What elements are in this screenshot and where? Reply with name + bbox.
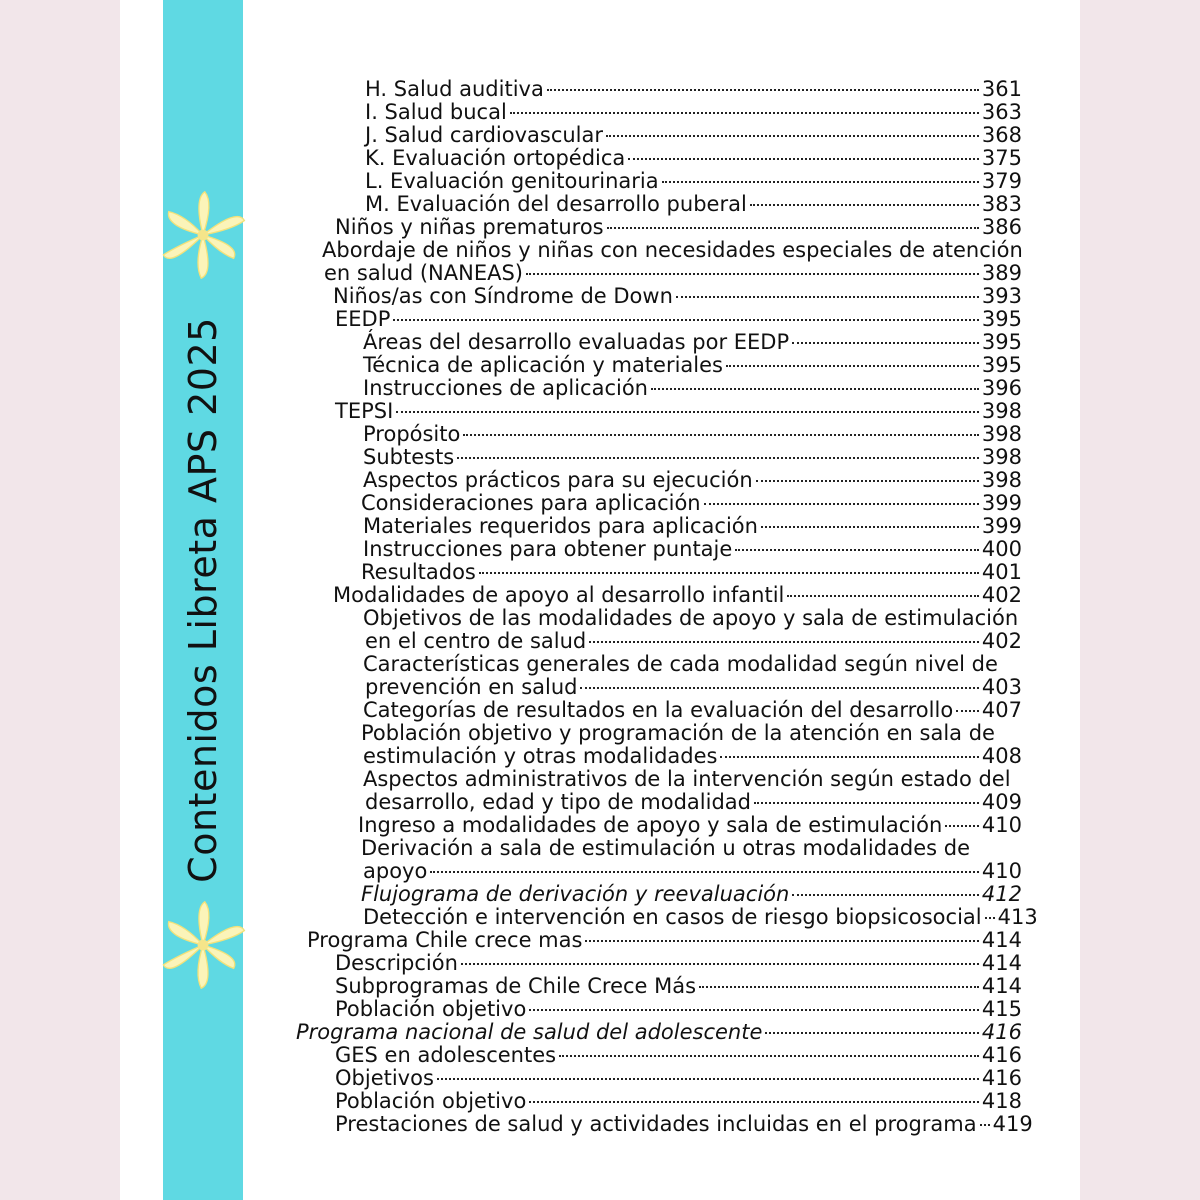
toc-entry-label: apoyo <box>363 859 428 883</box>
toc-entry[interactable] <box>361 561 1022 584</box>
dot-leader <box>704 503 979 505</box>
toc-entry[interactable] <box>365 101 1022 124</box>
dot-leader <box>956 710 979 712</box>
toc-entry-page-number: 361 <box>981 77 1022 101</box>
toc-entry-label: Población objetivo <box>335 1089 527 1113</box>
toc-entry-label: Prestaciones de salud y actividades incluidas en el programa <box>335 1112 977 1136</box>
dot-leader <box>628 158 979 160</box>
dot-leader <box>735 549 979 551</box>
toc-entry-label: K. Evaluación ortopédica <box>365 146 626 170</box>
toc-entry-label: Consideraciones para aplicación <box>361 491 701 515</box>
toc-entry-label-line1: Objetivos de las modalidades de apoyo y sala de estimulación <box>363 606 1019 630</box>
dot-leader <box>461 963 979 965</box>
toc-entry-page-number: 415 <box>981 997 1022 1021</box>
toc-entry-label-line1: Abordaje de niños y niñas con necesidades especiales de atención <box>322 238 1023 262</box>
dot-leader <box>662 181 979 183</box>
toc-entry-page-number: 407 <box>981 698 1022 722</box>
toc-entry[interactable] <box>335 1044 1022 1067</box>
dot-leader <box>676 296 979 298</box>
toc-entry[interactable] <box>363 446 1022 469</box>
dot-leader <box>980 1124 990 1126</box>
toc-entry-page-number: 402 <box>981 629 1022 653</box>
dot-leader <box>559 1055 979 1057</box>
toc-entry-label: Áreas del desarrollo evaluadas por EEDP <box>363 330 790 354</box>
dot-leader <box>765 1032 979 1034</box>
toc-entry-label: Descripción <box>335 951 458 975</box>
toc-entry[interactable] <box>365 124 1022 147</box>
toc-entry-page-number: 410 <box>981 859 1022 883</box>
toc-entry-label: I. Salud bucal <box>365 100 507 124</box>
toc-entry-label: en salud (NANEAS) <box>324 261 523 285</box>
toc-entry-page-number: 379 <box>981 169 1022 193</box>
dot-leader <box>457 457 979 459</box>
toc-entry[interactable] <box>335 216 1022 239</box>
toc-entry-label: Aspectos prácticos para su ejecución <box>363 468 753 492</box>
toc-entry-label-line1: Características generales de cada modalidad según nivel de <box>363 652 998 676</box>
dot-leader <box>393 319 979 321</box>
toc-entry-page-number: 418 <box>981 1089 1022 1113</box>
toc-entry-label: GES en adolescentes <box>335 1043 557 1067</box>
toc-entry[interactable] <box>322 239 1022 285</box>
toc-entry-label: Subprogramas de Chile Crece Más <box>335 974 697 998</box>
toc-entry[interactable] <box>363 377 1022 400</box>
toc-entry[interactable] <box>363 538 1022 561</box>
toc-entry-label-line1: Derivación a sala de estimulación u otras modalidades de <box>361 836 971 860</box>
dot-leader <box>750 204 979 206</box>
dot-leader <box>607 227 979 229</box>
toc-entry-label: Subtests <box>363 445 455 469</box>
toc-entry-page-number: 414 <box>981 951 1022 975</box>
dot-leader <box>463 434 979 436</box>
toc-entry-page-number: 395 <box>981 353 1022 377</box>
toc-entry[interactable] <box>363 768 1022 814</box>
dot-leader <box>792 894 979 896</box>
toc-entry[interactable] <box>363 354 1022 377</box>
dot-leader <box>437 1078 979 1080</box>
toc-entry-page-number: 395 <box>981 307 1022 331</box>
toc-entry-label: desarrollo, edad y tipo de modalidad <box>365 790 751 814</box>
toc-entry-label: Objetivos <box>335 1066 434 1090</box>
dot-leader <box>526 273 979 275</box>
toc-entry-label: en el centro de salud <box>365 629 587 653</box>
toc-entry-page-number: 398 <box>981 422 1022 446</box>
toc-entry-label: estimulación y otras modalidades <box>363 744 718 768</box>
toc-entry-page-number: 410 <box>981 813 1022 837</box>
toc-entry-page-number: 416 <box>981 1043 1022 1067</box>
toc-entry[interactable] <box>365 170 1022 193</box>
toc-entry-label: Materiales requeridos para aplicación <box>363 514 758 538</box>
toc-entry-page-number: 413 <box>997 905 1038 929</box>
toc-entry-label: Técnica de aplicación y materiales <box>363 353 723 377</box>
toc-entry[interactable] <box>363 423 1022 446</box>
toc-entry-page-number: 393 <box>981 284 1022 308</box>
toc-entry[interactable] <box>365 147 1022 170</box>
toc-entry[interactable] <box>363 653 1022 699</box>
toc-entry-page-number: 409 <box>981 790 1022 814</box>
dot-leader <box>580 687 978 689</box>
toc-entry[interactable] <box>361 837 1022 883</box>
dot-leader <box>792 342 979 344</box>
toc-entry-label: Categorías de resultados en la evaluación del desarrollo <box>363 698 954 722</box>
toc-entry[interactable] <box>335 952 1022 975</box>
toc-entry-page-number: 399 <box>981 491 1022 515</box>
toc-entry-label: Flujograma de derivación y reevaluación <box>361 882 790 906</box>
toc-entry-page-number: 412 <box>981 882 1022 906</box>
toc-entry-page-number: 368 <box>981 123 1022 147</box>
toc-entry-label: Población objetivo <box>335 997 527 1021</box>
dot-leader <box>585 940 978 942</box>
toc-entry-page-number: 389 <box>981 261 1022 285</box>
toc-entry-label-line1: Población objetivo y programación de la atención en sala de <box>361 721 995 745</box>
toc-entry-page-number: 402 <box>981 583 1022 607</box>
toc-entry-page-number: 419 <box>992 1112 1033 1136</box>
toc-entry-label: Instrucciones para obtener puntaje <box>363 537 733 561</box>
dot-leader <box>606 135 979 137</box>
toc-entry-label: Ingreso a modalidades de apoyo y sala de estimulación <box>358 813 943 837</box>
toc-entry-page-number: 408 <box>981 744 1022 768</box>
toc-entry-page-number: 399 <box>981 514 1022 538</box>
toc-entry-label: M. Evaluación del desarrollo puberal <box>365 192 747 216</box>
toc-entry-page-number: 403 <box>981 675 1022 699</box>
dot-leader <box>479 572 979 574</box>
toc-entry[interactable] <box>363 607 1022 653</box>
toc-entry-label: Detección e intervención en casos de riesgo biopsicosocial <box>363 905 982 929</box>
dot-leader <box>756 480 979 482</box>
toc-entry[interactable] <box>358 814 1022 837</box>
toc-entry[interactable] <box>361 722 1022 768</box>
toc-entry-label: Programa Chile crece mas <box>307 928 583 952</box>
toc-entry-page-number: 398 <box>981 468 1022 492</box>
dot-leader <box>510 112 979 114</box>
toc-entry[interactable] <box>335 308 1022 331</box>
toc-entry[interactable] <box>335 975 1022 998</box>
dot-leader <box>547 89 979 91</box>
toc-entry[interactable] <box>363 905 1038 929</box>
dot-leader <box>726 365 979 367</box>
toc-entry-label: Niños/as con Síndrome de Down <box>333 284 673 308</box>
toc-entry[interactable] <box>365 78 1022 101</box>
toc-entry[interactable] <box>333 584 1022 607</box>
toc-entry-label: Niños y niñas prematuros <box>335 215 604 239</box>
dot-leader <box>396 411 979 413</box>
toc-entry-page-number: 414 <box>981 928 1022 952</box>
toc-entry[interactable] <box>365 193 1022 216</box>
toc-entry[interactable] <box>335 1067 1022 1090</box>
dot-leader <box>589 641 979 643</box>
toc-entry-page-number: 383 <box>981 192 1022 216</box>
toc-entry-label: L. Evaluación genitourinaria <box>365 169 659 193</box>
toc-entry-page-number: 416 <box>981 1066 1022 1090</box>
toc-entry-label: Instrucciones de aplicación <box>363 376 648 400</box>
toc-entry[interactable] <box>363 469 1022 492</box>
dot-leader <box>761 526 979 528</box>
dot-leader <box>699 986 979 988</box>
toc-entry[interactable] <box>296 1021 1022 1044</box>
dot-leader <box>945 825 979 827</box>
toc-entry-page-number: 375 <box>981 146 1022 170</box>
dot-leader <box>430 871 979 873</box>
toc-entry-label: Propósito <box>363 422 461 446</box>
toc-entry-page-number: 386 <box>981 215 1022 239</box>
toc-entry-page-number: 398 <box>981 445 1022 469</box>
toc-entry-label: Programa nacional de salud del adolescente <box>296 1020 763 1044</box>
toc-entry-page-number: 414 <box>981 974 1022 998</box>
dot-leader <box>529 1009 979 1011</box>
toc-entry[interactable] <box>335 998 1022 1021</box>
toc-entry[interactable] <box>333 285 1022 308</box>
toc-entry[interactable] <box>335 400 1022 423</box>
toc-entry-page-number: 416 <box>981 1020 1022 1044</box>
toc-entry-label-line1: Aspectos administrativos de la intervención según estado del <box>363 767 1011 791</box>
toc-entry[interactable] <box>335 1112 1033 1136</box>
toc-entry[interactable] <box>363 331 1022 354</box>
toc-entry-page-number: 396 <box>981 376 1022 400</box>
dot-leader <box>529 1101 979 1103</box>
toc-entry[interactable] <box>335 1090 1022 1113</box>
dot-leader <box>651 388 979 390</box>
side-title: Contenidos Libreta APS 2025 <box>181 317 225 883</box>
toc-entry[interactable] <box>361 883 1022 906</box>
toc-entry-label: Modalidades de apoyo al desarrollo infantil <box>333 583 785 607</box>
toc-entry-label: H. Salud auditiva <box>365 77 544 101</box>
toc-entry-label: prevención en salud <box>365 675 578 699</box>
dot-leader <box>985 917 995 919</box>
toc-entry[interactable] <box>307 929 1022 952</box>
toc-entry-page-number: 401 <box>981 560 1022 584</box>
toc-entry-label: EEDP <box>335 307 391 331</box>
dot-leader <box>720 756 978 758</box>
dot-leader <box>787 595 979 597</box>
toc-entry-page-number: 363 <box>981 100 1022 124</box>
toc-entry[interactable] <box>361 492 1022 515</box>
toc-entry-page-number: 395 <box>981 330 1022 354</box>
toc-entry[interactable] <box>363 699 1022 722</box>
toc-entry-page-number: 400 <box>981 537 1022 561</box>
toc-entry-page-number: 398 <box>981 399 1022 423</box>
dot-leader <box>754 802 979 804</box>
toc-entry-label: J. Salud cardiovascular <box>365 123 604 147</box>
toc-entry-label: TEPSI <box>335 399 394 423</box>
toc-entry[interactable] <box>363 515 1022 538</box>
toc-entry-label: Resultados <box>361 560 476 584</box>
